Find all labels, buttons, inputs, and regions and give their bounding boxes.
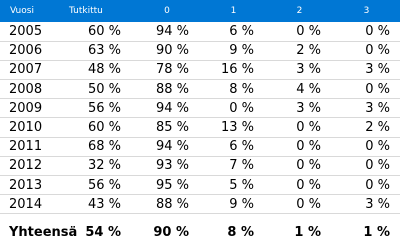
examined-cell: 43 % — [87, 196, 121, 212]
table-row — [0, 137, 400, 156]
header-col-2: 2 — [296, 6, 303, 16]
table-row — [0, 118, 400, 137]
value-cell-0: 90 % — [155, 43, 189, 59]
value-cell-1: 5 % — [229, 177, 254, 193]
examined-cell: 63 % — [87, 43, 121, 59]
header-year: Vuosi — [10, 6, 34, 16]
value-cell-1: 16 % — [220, 62, 254, 78]
value-cell-3: 0 % — [365, 23, 390, 39]
value-cell-2: 0 % — [296, 120, 321, 136]
value-cell-3: 3 % — [365, 196, 390, 212]
value-cell-1: 7 % — [229, 158, 254, 174]
year-cell: 2014 — [9, 196, 43, 212]
value-cell-3: 0 % — [365, 81, 390, 97]
examined-cell: 56 % — [87, 177, 121, 193]
value-cell-0: 94 % — [155, 100, 189, 116]
header-row — [0, 0, 400, 22]
value-cell-0: 85 % — [155, 120, 189, 136]
total-label: Yhteensä — [9, 225, 78, 241]
examined-cell: 68 % — [87, 139, 121, 155]
value-cell-3: 0 % — [365, 158, 390, 174]
value-cell-0: 88 % — [155, 81, 189, 97]
table-row — [0, 176, 400, 195]
year-cell: 2013 — [9, 177, 43, 193]
examined-cell: 60 % — [87, 120, 121, 136]
table-row — [0, 22, 400, 41]
value-cell-1: 13 % — [220, 120, 254, 136]
value-cell-2: 2 % — [296, 43, 321, 59]
value-cell-2: 4 % — [296, 81, 321, 97]
value-cell-1: 8 % — [229, 81, 254, 97]
value-cell-3: 0 % — [365, 177, 390, 193]
table-row — [0, 41, 400, 60]
total-value-cell-1: 8 % — [227, 225, 254, 241]
year-cell: 2011 — [9, 139, 43, 155]
examined-cell: 50 % — [87, 81, 121, 97]
year-cell: 2010 — [9, 120, 43, 136]
total-value-cell-3: 1 % — [363, 225, 390, 241]
total-value-cell-0: 90 % — [153, 225, 189, 241]
value-cell-1: 9 % — [229, 43, 254, 59]
examined-cell: 56 % — [87, 100, 121, 116]
table-row — [0, 60, 400, 79]
table-row — [0, 80, 400, 99]
value-cell-0: 94 % — [155, 139, 189, 155]
value-cell-2: 3 % — [296, 62, 321, 78]
total-row — [0, 214, 400, 251]
value-cell-1: 6 % — [229, 139, 254, 155]
value-cell-0: 94 % — [155, 23, 189, 39]
total-examined-cell: 54 % — [85, 225, 121, 241]
value-cell-2: 0 % — [296, 139, 321, 155]
year-cell: 2012 — [9, 158, 43, 174]
value-cell-1: 0 % — [229, 100, 254, 116]
year-cell: 2005 — [9, 23, 43, 39]
value-cell-2: 0 % — [296, 23, 321, 39]
header-col-1: 1 — [230, 6, 237, 16]
header-examined: Tutkittu — [69, 6, 103, 16]
examined-cell: 32 % — [87, 158, 121, 174]
year-cell: 2009 — [9, 100, 43, 116]
table-row — [0, 195, 400, 214]
total-value-cell-2: 1 % — [294, 225, 321, 241]
year-cell: 2007 — [9, 62, 43, 78]
value-cell-2: 0 % — [296, 196, 321, 212]
value-cell-2: 0 % — [296, 158, 321, 174]
value-cell-0: 93 % — [155, 158, 189, 174]
value-cell-3: 3 % — [365, 62, 390, 78]
value-cell-3: 0 % — [365, 43, 390, 59]
value-cell-0: 78 % — [155, 62, 189, 78]
table-row — [0, 99, 400, 118]
value-cell-1: 6 % — [229, 23, 254, 39]
value-cell-3: 0 % — [365, 139, 390, 155]
value-cell-0: 95 % — [155, 177, 189, 193]
value-cell-1: 9 % — [229, 196, 254, 212]
value-cell-2: 3 % — [296, 100, 321, 116]
table-row — [0, 156, 400, 175]
year-cell: 2006 — [9, 43, 43, 59]
value-cell-3: 3 % — [365, 100, 390, 116]
year-cell: 2008 — [9, 81, 43, 97]
value-cell-3: 2 % — [365, 120, 390, 136]
examined-cell: 60 % — [87, 23, 121, 39]
header-col-0: 0 — [164, 6, 170, 16]
header-col-3: 3 — [363, 6, 370, 16]
examined-cell: 48 % — [87, 62, 121, 78]
value-cell-2: 0 % — [296, 177, 321, 193]
value-cell-0: 88 % — [155, 196, 189, 212]
